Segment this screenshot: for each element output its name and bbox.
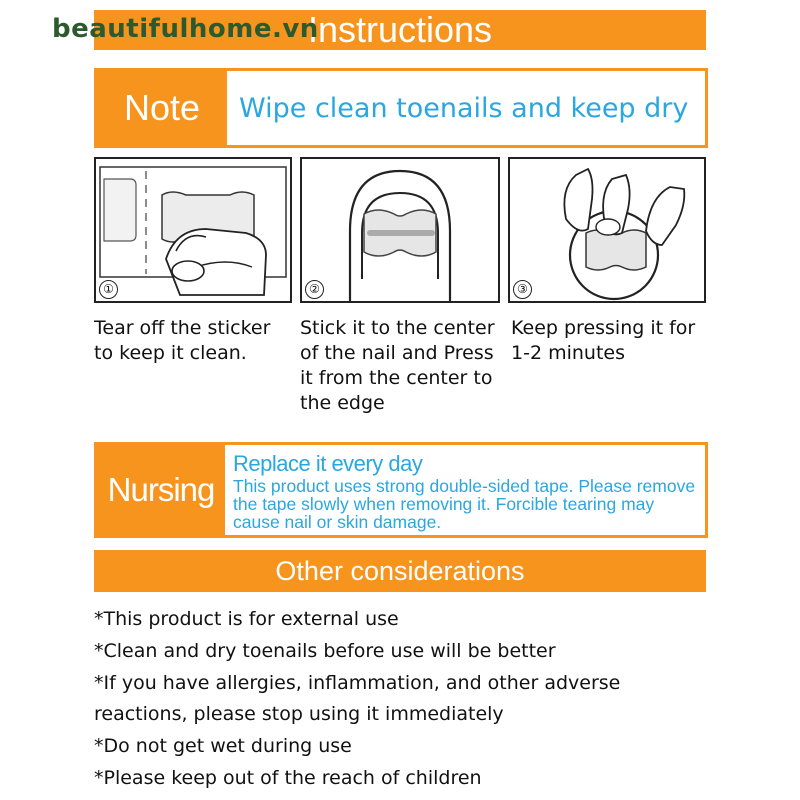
nursing-tag: Nursing bbox=[97, 445, 225, 535]
consideration-item: *If you have allergies, inflammation, and other adverse reactions, please stop using it immediately bbox=[94, 671, 621, 726]
nursing-body: This product uses strong double-sided tape. Please remove the tape slowly when removing it. Forcible tearing may cause nail or skin damage. bbox=[233, 476, 696, 532]
step-3-caption: Keep pressing it for 1-2 minutes bbox=[511, 317, 696, 364]
step-2-caption: Stick it to the center of the nail and Press it from the center to the edge bbox=[300, 317, 495, 414]
nursing-banner bbox=[94, 442, 708, 538]
consideration-item: *Please keep out of the reach of children bbox=[94, 766, 482, 789]
press-nail-drawing bbox=[510, 159, 704, 301]
stick-nail-drawing bbox=[302, 159, 498, 301]
note-tag: Note bbox=[97, 71, 227, 145]
tear-sticker-drawing bbox=[96, 159, 290, 301]
consideration-item: *Do not get wet during use bbox=[94, 735, 352, 758]
note-banner bbox=[94, 68, 708, 148]
watermark-logo: beautifulhome.vn bbox=[52, 14, 319, 44]
step-3-number: ③ bbox=[513, 280, 532, 299]
step-1-caption: Tear off the sticker to keep it clean. bbox=[94, 317, 271, 364]
other-considerations-title: Other considerations bbox=[94, 550, 706, 592]
step-1-illustration bbox=[94, 157, 292, 303]
step-2-illustration bbox=[300, 157, 500, 303]
nursing-heading: Replace it every day bbox=[233, 451, 423, 476]
consideration-item: *This product is for external use bbox=[94, 608, 399, 630]
step-3-illustration bbox=[508, 157, 706, 303]
step-1-number: ① bbox=[99, 280, 118, 299]
note-text: Wipe clean toenails and keep dry bbox=[239, 92, 689, 124]
consideration-item: *Clean and dry toenails before use will be better bbox=[94, 639, 556, 662]
step-2-number: ② bbox=[305, 280, 324, 299]
considerations-list bbox=[94, 604, 714, 795]
instructions-title: Instructions bbox=[94, 10, 706, 50]
